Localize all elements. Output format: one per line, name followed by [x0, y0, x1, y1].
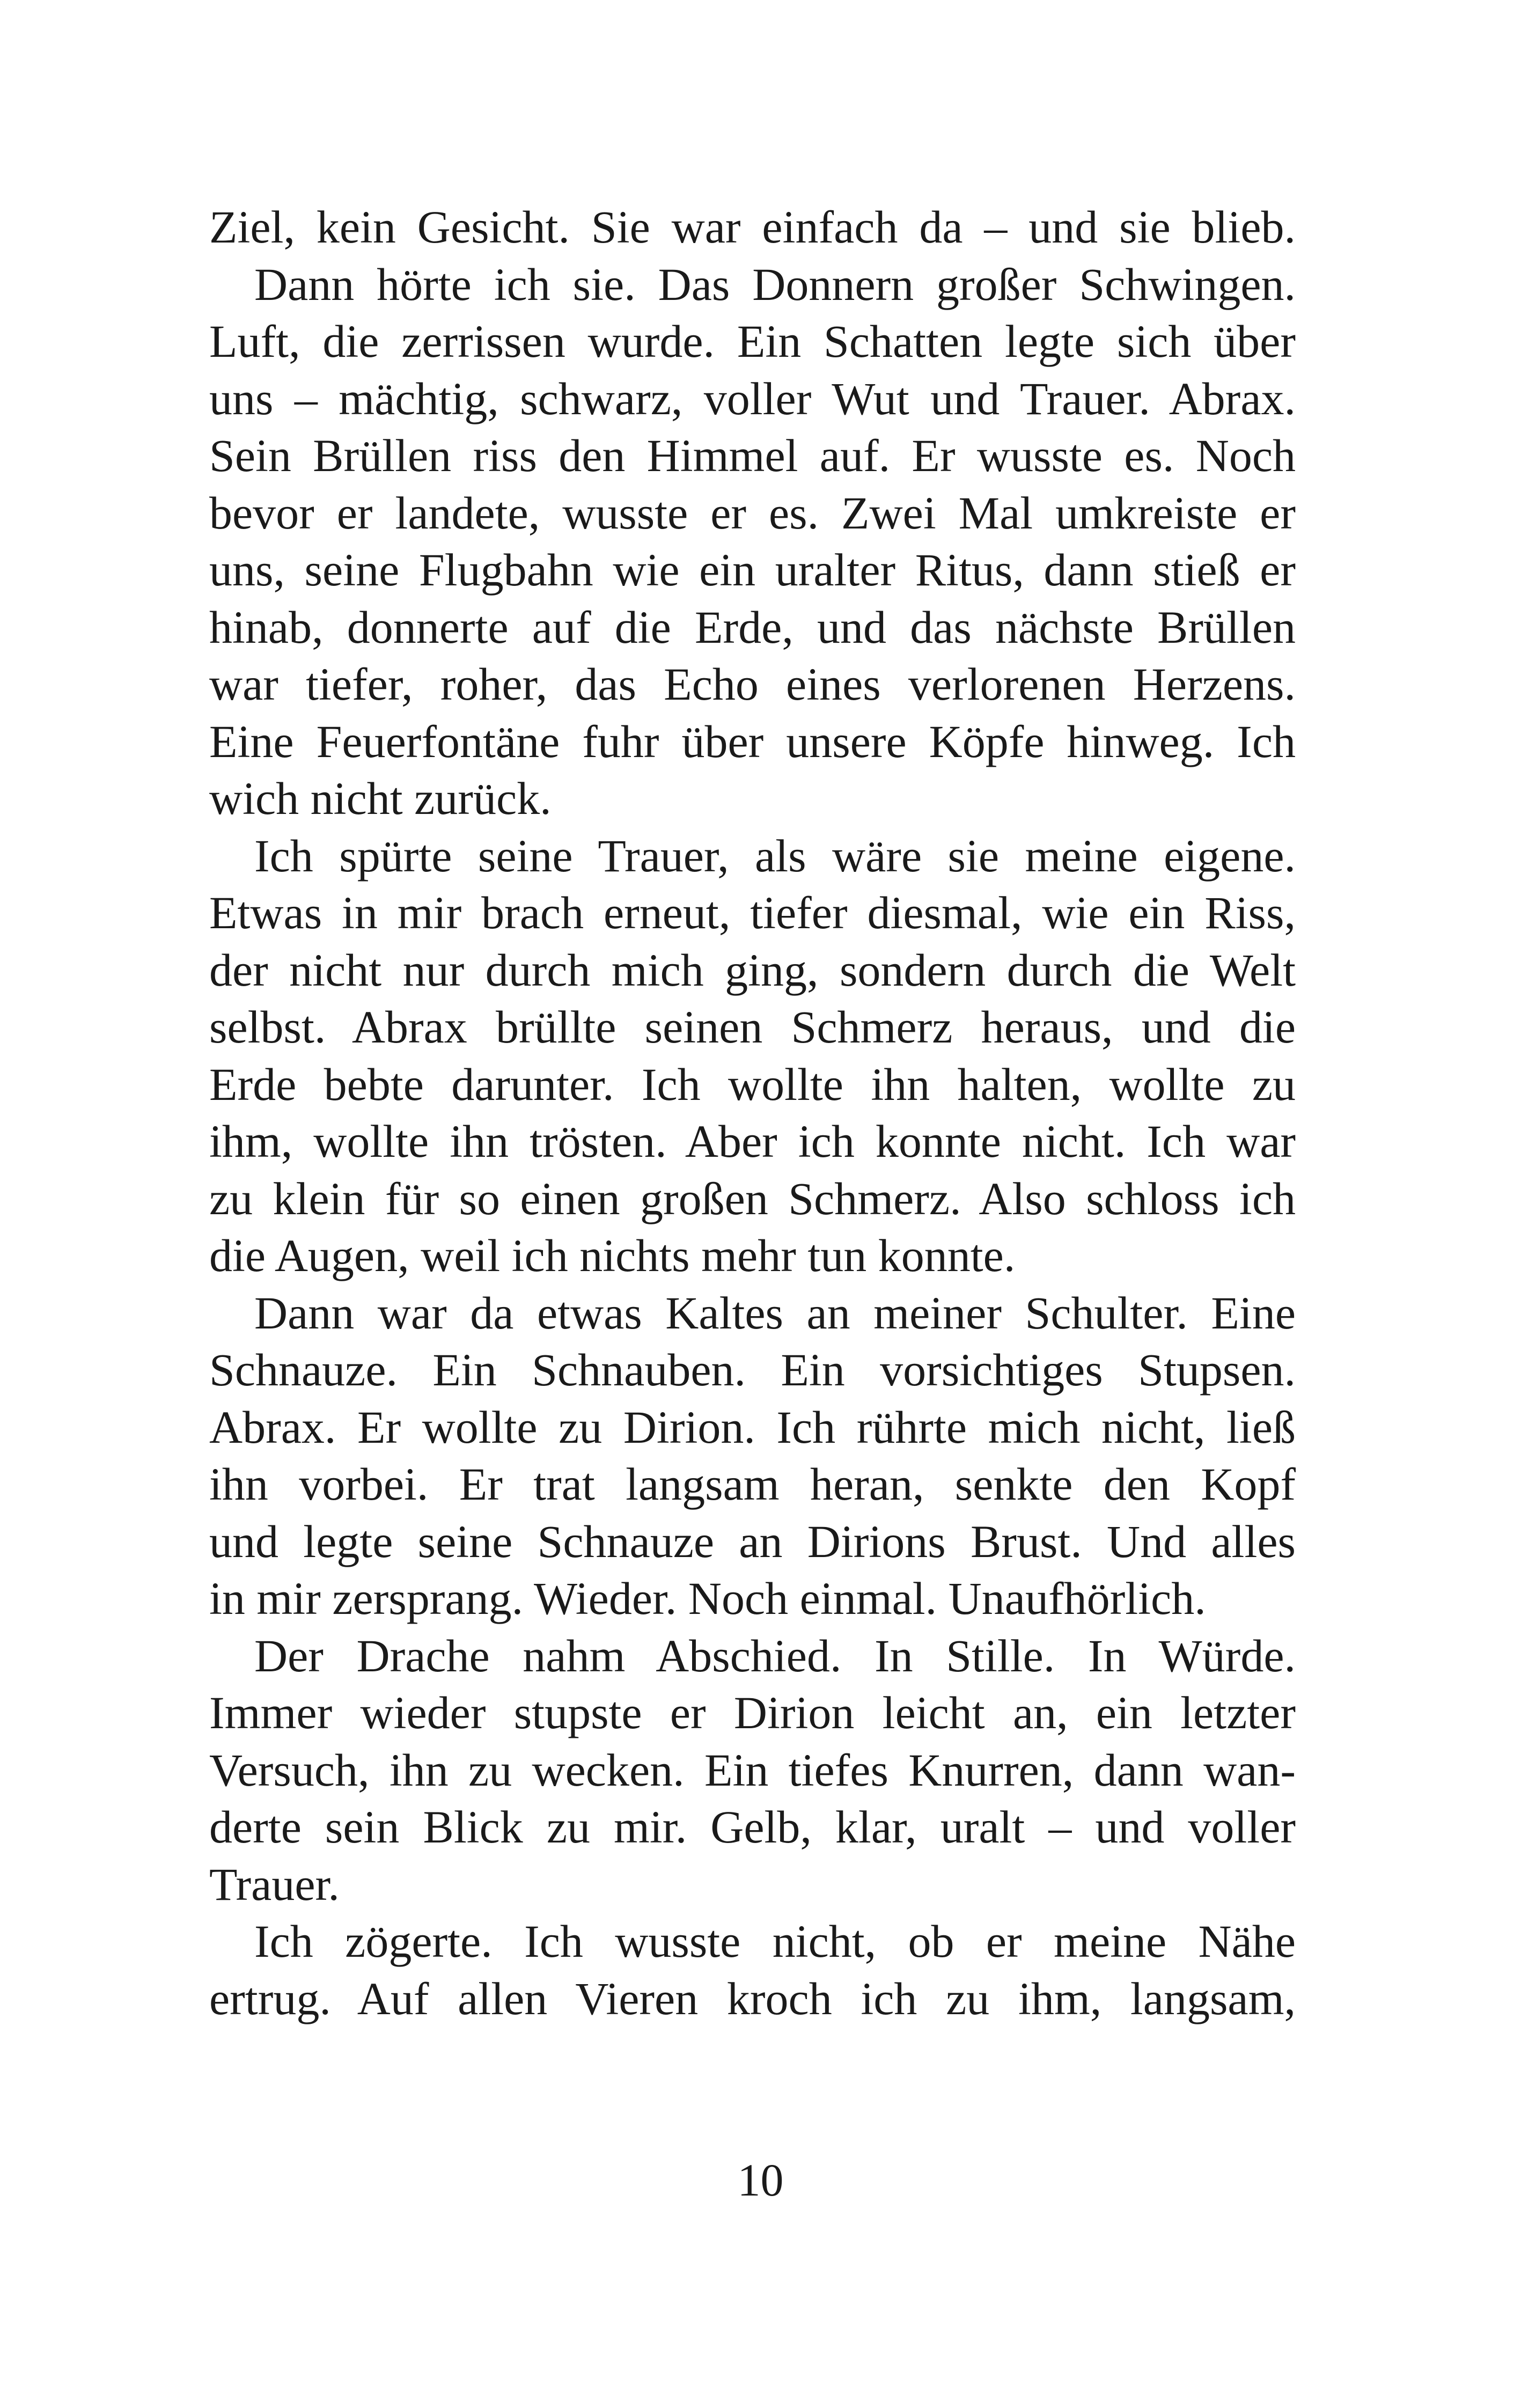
text-line: Schnauze. Ein Schnauben. Ein vorsichtiges Stupsen.: [209, 1344, 1296, 1396]
text-line: ertrug. Auf allen Vieren kroch ich zu ihm, langsam,: [209, 1972, 1296, 2024]
text-line: Eine Feuerfontäne fuhr über unsere Köpfe hinweg. Ich: [209, 715, 1296, 767]
text-line: Versuch, ihn zu wecken. Ein tiefes Knurren, dann wan-: [209, 1744, 1296, 1796]
text-line: ihm, wollte ihn trösten. Aber ich konnte nicht. Ich war: [209, 1115, 1296, 1167]
text-line: Ich zögerte. Ich wusste nicht, ob er meine Nähe: [254, 1915, 1296, 1967]
text-line: Abrax. Er wollte zu Dirion. Ich rührte mich nicht, ließ: [209, 1401, 1296, 1453]
text-line: hinab, donnerte auf die Erde, und das nächste Brüllen: [209, 601, 1296, 653]
text-line: Dann hörte ich sie. Das Donnern großer Schwingen.: [254, 258, 1296, 310]
body-text: [209, 199, 1296, 2027]
text-line: der nicht nur durch mich ging, sondern durch die Welt: [209, 944, 1296, 996]
text-line: selbst. Abrax brüllte seinen Schmerz heraus, und die: [209, 1001, 1296, 1053]
text-line: Der Drache nahm Abschied. In Stille. In Würde.: [254, 1629, 1296, 1682]
text-line: in mir zersprang. Wieder. Noch einmal. Unaufhörlich.: [209, 1573, 1206, 1624]
text-line: Luft, die zerrissen wurde. Ein Schatten legte sich über: [209, 315, 1296, 367]
text-line: bevor er landete, wusste er es. Zwei Mal umkreiste er: [209, 487, 1296, 539]
text-line: Erde bebte darunter. Ich wollte ihn halten, wollte zu: [209, 1058, 1296, 1110]
text-line: Ziel, kein Gesicht. Sie war einfach da – und sie blieb.: [209, 201, 1296, 253]
text-line: ihn vorbei. Er trat langsam heran, senkte den Kopf: [209, 1458, 1296, 1510]
text-line: uns – mächtig, schwarz, voller Wut und Trauer. Abrax.: [209, 372, 1296, 424]
text-line: Etwas in mir brach erneut, tiefer diesmal, wie ein Riss,: [209, 887, 1296, 938]
text-line: die Augen, weil ich nichts mehr tun konnte.: [209, 1230, 1016, 1281]
text-line: war tiefer, roher, das Echo eines verlorenen Herzens.: [209, 658, 1296, 710]
text-line: Immer wieder stupste er Dirion leicht an, ein letzter: [209, 1687, 1296, 1738]
text-line: derte sein Blick zu mir. Gelb, klar, uralt – und voller: [209, 1801, 1296, 1853]
text-line: Sein Brüllen riss den Himmel auf. Er wusste es. Noch: [209, 430, 1296, 481]
text-line: Trauer.: [209, 1858, 340, 1910]
text-line: uns, seine Flugbahn wie ein uralter Ritus, dann stieß er: [209, 544, 1296, 596]
page-number: 10: [737, 2154, 784, 2206]
text-line: zu klein für so einen großen Schmerz. Also schloss ich: [209, 1172, 1296, 1224]
text-line: wich nicht zurück.: [209, 773, 552, 824]
text-line: Dann war da etwas Kaltes an meiner Schulter. Eine: [254, 1287, 1296, 1339]
text-line: und legte seine Schnauze an Dirions Brust. Und alles: [209, 1515, 1296, 1567]
text-line: Ich spürte seine Trauer, als wäre sie meine eigene.: [254, 829, 1296, 882]
